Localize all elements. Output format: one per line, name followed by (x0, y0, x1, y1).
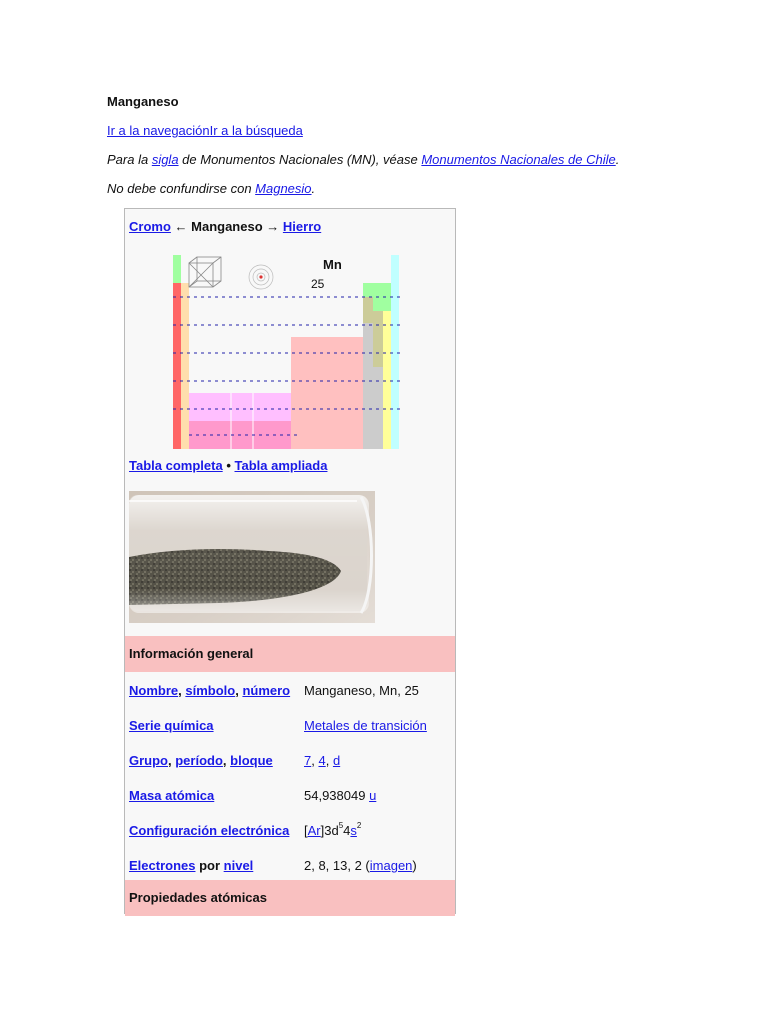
separator: , (178, 683, 186, 698)
paren: ) (412, 858, 417, 873)
table-links (129, 458, 327, 473)
separator: , (235, 683, 243, 698)
separator: , (222, 753, 231, 768)
orbital-s-link[interactable]: s (350, 823, 357, 838)
bracket: ] (320, 823, 325, 838)
configuracion-link[interactable]: Configuración electrónica (129, 823, 290, 838)
previous-element-link[interactable]: Cromo (129, 219, 171, 234)
skip-to-navigation-link[interactable]: Ir a la navegación (107, 123, 210, 138)
separator: , (311, 753, 319, 768)
element-navigation (129, 219, 321, 234)
atomic-number: 25 (311, 277, 325, 291)
exponent: 5 (338, 821, 344, 830)
row-serie (125, 709, 455, 743)
metales-transicion-link[interactable]: Metales de transición (304, 718, 427, 733)
left-arrow-icon: ← (174, 219, 188, 234)
period-4-link[interactable]: 4 (318, 753, 326, 768)
monumentos-chile-link[interactable]: Monumentos Nacionales de Chile (421, 152, 616, 167)
bracket: [ (304, 823, 308, 838)
hatnote-magnesio (107, 181, 315, 196)
extended-table-link[interactable]: Tabla ampliada (234, 458, 328, 473)
alkali-column (173, 283, 181, 449)
nombre-value: Manganeso, Mn, 25 (304, 683, 419, 698)
imagen-link[interactable]: imagen (369, 858, 413, 873)
hatnote-text: . (311, 181, 316, 196)
row-configuracion (125, 814, 455, 848)
simbolo-link[interactable]: símbolo (185, 683, 236, 698)
element-symbol: Mn (323, 257, 342, 272)
orbital-4: 4 (343, 823, 351, 838)
full-table-link[interactable]: Tabla completa (129, 458, 223, 473)
masa-atomica-link[interactable]: Masa atómica (129, 788, 215, 803)
right-arrow-icon: → (266, 219, 280, 234)
sigla-link[interactable]: sigla (151, 152, 179, 167)
skip-to-search-link[interactable]: Ir a la búsqueda (209, 123, 303, 138)
next-element-link[interactable]: Hierro (282, 219, 322, 234)
row-grupo (125, 744, 455, 778)
hatnote-text: . (615, 152, 620, 167)
electrones-value: 2, 8, 13, 2 ( (304, 858, 370, 873)
grupo-link[interactable]: Grupo (129, 753, 168, 768)
crystal-structure-icon (189, 257, 221, 287)
separator: , (168, 753, 176, 768)
periodo-link[interactable]: período (175, 753, 223, 768)
row-nombre (125, 674, 455, 708)
row-masa (125, 779, 455, 813)
hatnote-text: de Monumentos Nacionales (MN), véase (178, 152, 422, 167)
numero-link[interactable]: número (242, 683, 291, 698)
element-infobox (124, 208, 456, 914)
unit-u-link[interactable]: u (369, 788, 377, 803)
electron-shell-icon (249, 265, 273, 289)
manganese-sample-photo (129, 491, 375, 623)
hydrogen-cell (173, 255, 181, 283)
section-general-info: Información general (125, 636, 455, 672)
bloque-link[interactable]: bloque (230, 753, 273, 768)
orbital-3d: 3d (324, 823, 339, 838)
noble-gas-column (391, 255, 399, 449)
nivel-link[interactable]: nivel (223, 858, 254, 873)
block-d-link[interactable]: d (332, 753, 341, 768)
skip-links (107, 123, 303, 138)
alkaline-column (181, 283, 189, 449)
section-atomic-properties: Propiedades atómicas (125, 880, 455, 916)
electrones-link[interactable]: Electrones (129, 858, 196, 873)
hatnote-text: Para la (107, 152, 152, 167)
hatnote-text: No debe confundirse con (107, 181, 256, 196)
masa-value: 54,938049 (304, 788, 370, 803)
page-title: Manganeso (107, 94, 179, 109)
group-7-link[interactable]: 7 (304, 753, 312, 768)
magnesio-link[interactable]: Magnesio (255, 181, 312, 196)
argon-link[interactable]: Ar (307, 823, 321, 838)
separator: , (325, 753, 333, 768)
periodic-table-position[interactable] (173, 255, 409, 451)
lanthanide-block (189, 393, 297, 421)
label-text: por (195, 858, 224, 873)
serie-quimica-link[interactable]: Serie química (129, 718, 214, 733)
transition-metals-block (291, 337, 363, 449)
hatnote-sigla (107, 152, 619, 167)
current-element: Manganeso (191, 219, 263, 234)
bullet-separator: • (226, 458, 231, 473)
nombre-link[interactable]: Nombre (129, 683, 179, 698)
exponent: 2 (356, 821, 362, 830)
row-electrones (125, 849, 455, 883)
